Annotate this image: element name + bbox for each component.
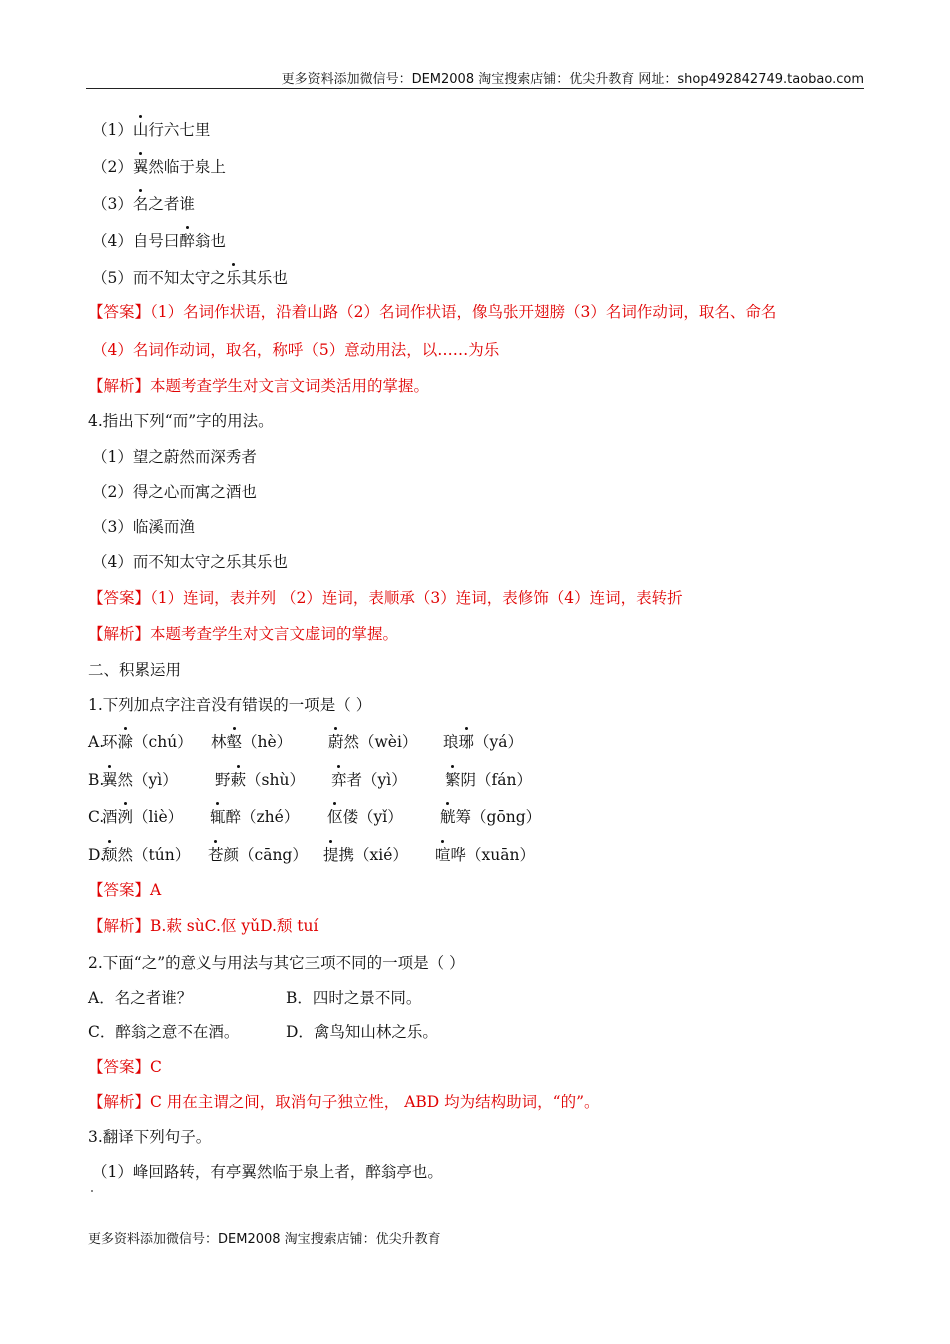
q4-item-1: （1）望之蔚然而深秀者 [92, 448, 257, 466]
mc2-option-a: A．名之者谁？ [88, 989, 193, 1007]
paragraph-mark [91, 1190, 93, 1192]
dotted-char: 翼 [102, 771, 118, 789]
mc2-option-c: C．醉翁之意不在酒。 [88, 1023, 240, 1041]
dotted-char: 觥 [440, 808, 456, 826]
option-item: 弈者（yì） [331, 771, 407, 789]
page-footer: 更多资料添加微信号：DEM2008 淘宝搜索店铺：优尖升教育 [88, 1232, 441, 1247]
option-item: 繁阴（fán） [445, 771, 532, 789]
option-item: 伛偻（yǐ） [327, 808, 403, 826]
option-item: 野蔌（shù） [215, 771, 305, 789]
q4-analysis: 【解析】本题考查学生对文言文虚词的掌握。 [88, 625, 399, 643]
q4-item-4: （4）而不知太守之乐其乐也 [92, 553, 288, 571]
item-rest: 然临于泉上 [148, 158, 226, 176]
translate-item-1: （1）峰回路转，有亭翼然临于泉上者，醉翁亭也。 [92, 1163, 443, 1181]
item-rest: 行六七里 [148, 121, 211, 139]
q3-analysis: 【解析】本题考查学生对文言文词类活用的掌握。 [88, 377, 430, 395]
dotted-char: 乐 [225, 269, 242, 287]
dotted-char: 蔌 [230, 771, 247, 789]
option-item: 辄醉（zhé） [210, 808, 300, 826]
q4-answer: 【答案】（1）连词，表并列 （2）连词，表顺承（3）连词，表修饰（4）连词，表转折 [88, 589, 683, 607]
mc2-option-d: D．禽鸟知山林之乐。 [286, 1023, 438, 1041]
dotted-char: 名 [132, 195, 149, 213]
dotted-char: 壑 [226, 733, 243, 751]
dotted-char: 醉 [179, 232, 195, 250]
item-label: （3） [92, 195, 133, 213]
option-item: 翼然（yì） [102, 771, 178, 789]
item-label: （4）自号曰 [92, 232, 180, 250]
q3-answer-line1: 【答案】（1）名词作状语，沿着山路（2）名词作状语，像鸟张开翅膀（3）名词作动词，取名、命名 [88, 303, 777, 321]
section2-title: 二、积累运用 [88, 661, 182, 679]
item-label: （1） [92, 121, 133, 139]
option-item: 琅琊（yá） [443, 733, 524, 751]
mc1-answer: 【答案】A [88, 881, 162, 899]
option-letter: A. [88, 733, 105, 751]
option-item: 林壑（hè） [211, 733, 293, 751]
mc2-option-b: B．四时之景不同。 [286, 989, 422, 1007]
q3-item-4 [92, 231, 226, 251]
option-item: 提携（xié） [323, 846, 408, 864]
q3-item-5 [92, 268, 288, 288]
dotted-char: 伛 [327, 808, 343, 826]
q3-item-1 [92, 120, 210, 140]
q4-item-3: （3）临溪而渔 [92, 518, 195, 536]
item-rest: 翁也 [194, 232, 226, 250]
dotted-char: 提 [323, 846, 339, 864]
mc2-options-row1 [88, 988, 588, 1008]
dotted-char: 琊 [458, 733, 475, 751]
dotted-char: 颓 [102, 846, 118, 864]
option-item: 觥筹（gōng） [440, 808, 542, 826]
option-item: 颓然（tún） [102, 846, 191, 864]
dotted-char: 喧 [435, 846, 451, 864]
option-letter: C. [88, 808, 105, 826]
option-item: 苍颜（cāng） [208, 846, 308, 864]
dotted-char: 滁 [117, 733, 134, 751]
mc1-option-a [88, 732, 848, 752]
dotted-char: 繁 [445, 771, 461, 789]
dotted-char: 苍 [208, 846, 224, 864]
dotted-char: 洌 [117, 808, 134, 826]
mc1-question: 1.下列加点字注音没有错误的一项是（ ） [88, 696, 372, 714]
mc2-answer: 【答案】C [88, 1058, 162, 1076]
q4-title: 4.指出下列“而”字的用法。 [88, 412, 274, 430]
translate-title: 3.翻译下列句子。 [88, 1128, 212, 1146]
mc1-option-b [88, 770, 848, 790]
dotted-char: 山 [132, 121, 149, 139]
dotted-char: 翼 [132, 158, 149, 176]
item-label: （2） [92, 158, 133, 176]
option-item: 环滁（chú） [102, 733, 193, 751]
item-rest: 其乐也 [241, 269, 288, 287]
item-label: （5）而不知太守之 [92, 269, 226, 287]
dotted-char: 辄 [210, 808, 226, 826]
q3-item-2 [92, 157, 226, 177]
dotted-char: 蔚 [328, 733, 344, 751]
dotted-char: 弈 [331, 771, 347, 789]
item-rest: 之者谁 [148, 195, 195, 213]
option-item: 酒洌（liè） [102, 808, 184, 826]
option-item: 蔚然（wèi） [328, 733, 418, 751]
mc1-option-c [88, 807, 848, 827]
mc1-analysis: 【解析】B.蔌 sùC.伛 yǔD.颓 tuí [88, 917, 319, 935]
option-item: 喧哗（xuān） [435, 846, 535, 864]
q3-item-3 [92, 194, 195, 214]
mc2-question: 2.下面“之”的意义与用法与其它三项不同的一项是（ ） [88, 954, 465, 972]
page-header: 更多资料添加微信号：DEM2008 淘宝搜索店铺：优尖升教育 网址：shop492842749.taobao.com [281, 72, 864, 87]
mc1-option-d [88, 845, 848, 865]
q3-answer-line2: （4）名词作动词，取名，称呼（5）意动用法，以……为乐 [92, 341, 500, 359]
q4-item-2: （2）得之心而寓之酒也 [92, 483, 257, 501]
header-rule [86, 88, 864, 89]
mc2-options-row2 [88, 1022, 588, 1042]
mc2-analysis: 【解析】C 用在主谓之间，取消句子独立性， ABD 均为结构助词，“的”。 [88, 1093, 600, 1111]
option-letter: B. [88, 771, 105, 789]
option-letter: D. [88, 846, 105, 864]
